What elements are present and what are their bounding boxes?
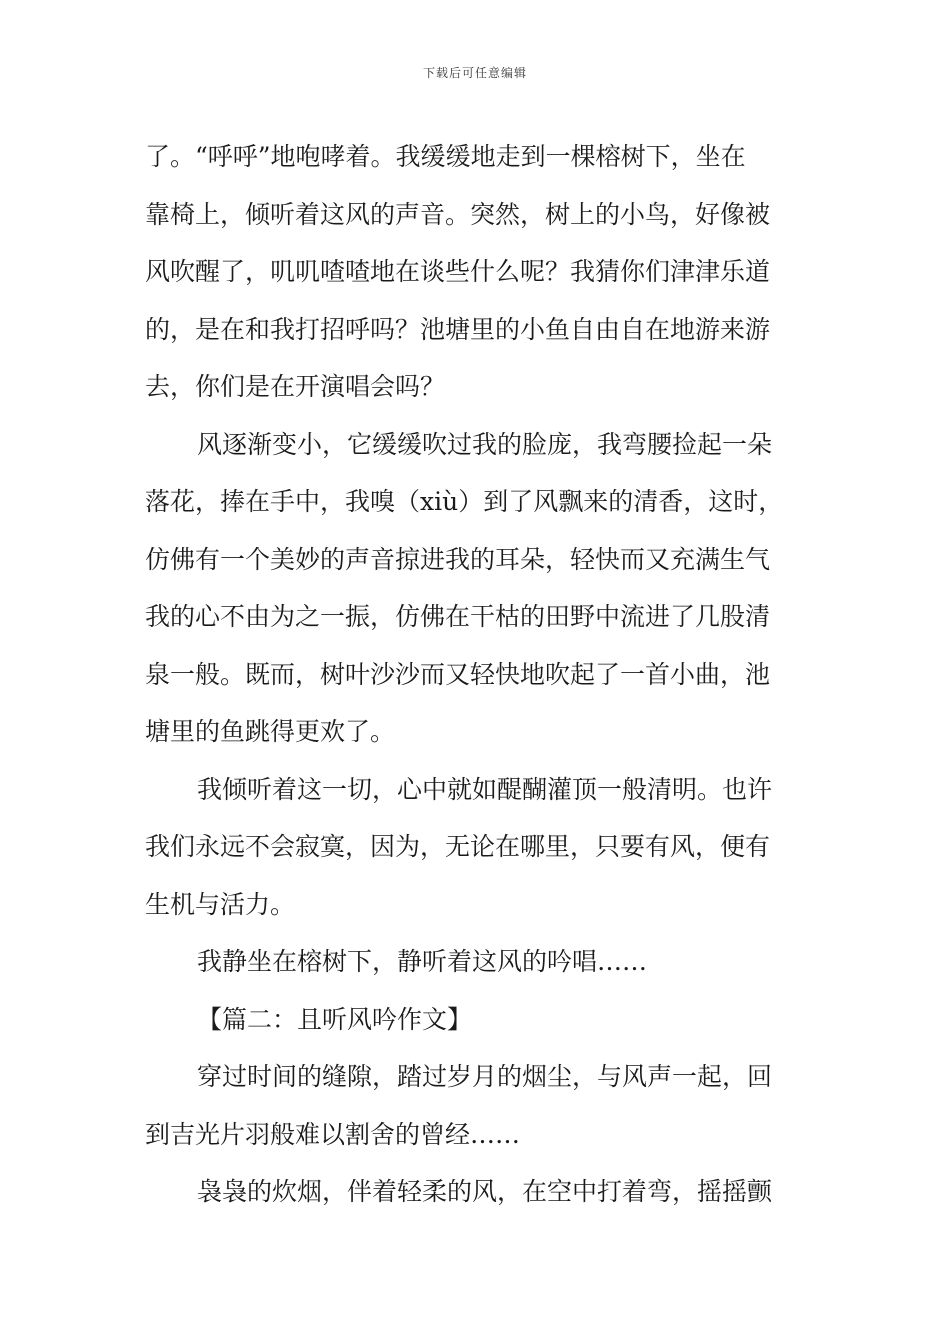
- paragraph-start-line: 穿过时间的缝隙，踏过岁月的烟尘，与风声一起，回: [197, 1062, 773, 1091]
- text-line: 的，是在和我打招呼吗？池塘里的小鱼自由自在地游来游: [145, 314, 771, 344]
- paragraph-start-line: 袅袅的炊烟，伴着轻柔的风，在空中打着弯，摇摇颤: [197, 1177, 773, 1206]
- text-line: 我的心不由为之一振，仿佛在干枯的田野中流进了几股清: [145, 602, 771, 631]
- text-line: 生机与活力。: [145, 889, 296, 919]
- text-line: 落花，捧在手中，我嗅（xiù）到了风飘来的清香，这时，: [145, 487, 784, 516]
- essay-body: [145, 128, 810, 1221]
- paragraph-start-line: 我静坐在榕树下，静听着这风的吟唱……: [197, 947, 648, 976]
- text-line: 靠椅上，倾听着这风的声音。突然，树上的小鸟，好像被: [145, 199, 771, 229]
- text-line: 塘里的鱼跳得更欢了。: [145, 717, 396, 746]
- paragraph-start-line: 我倾听着这一切，心中就如醍醐灌顶一般清明。也许: [197, 774, 773, 804]
- paragraph-start-line: 风逐渐变小，它缓缓吹过我的脸庞，我弯腰捡起一朵: [197, 429, 773, 459]
- text-line: 我们永远不会寂寞，因为，无论在哪里，只要有风，便有: [145, 832, 771, 861]
- text-line: 风吹醒了，叽叽喳喳地在谈些什么呢？我猜你们津津乐道: [145, 257, 771, 286]
- text-line: 泉一般。既而，树叶沙沙而又轻快地吹起了一首小曲，池: [145, 659, 771, 689]
- text-line: 仿佛有一个美妙的声音掠进我的耳朵，轻快而又充满生气: [145, 544, 771, 574]
- page-header: 下载后可任意编辑: [422, 66, 527, 80]
- text-line: 了。“呼呼”地咆哮着。我缓缓地走到一棵榕树下，坐在: [145, 142, 746, 171]
- section-heading: 【篇二：且听风吟作文】: [197, 1004, 473, 1034]
- text-line: 去，你们是在开演唱会吗？: [145, 372, 446, 401]
- text-line: 到吉光片羽般难以割舍的曾经……: [145, 1119, 521, 1149]
